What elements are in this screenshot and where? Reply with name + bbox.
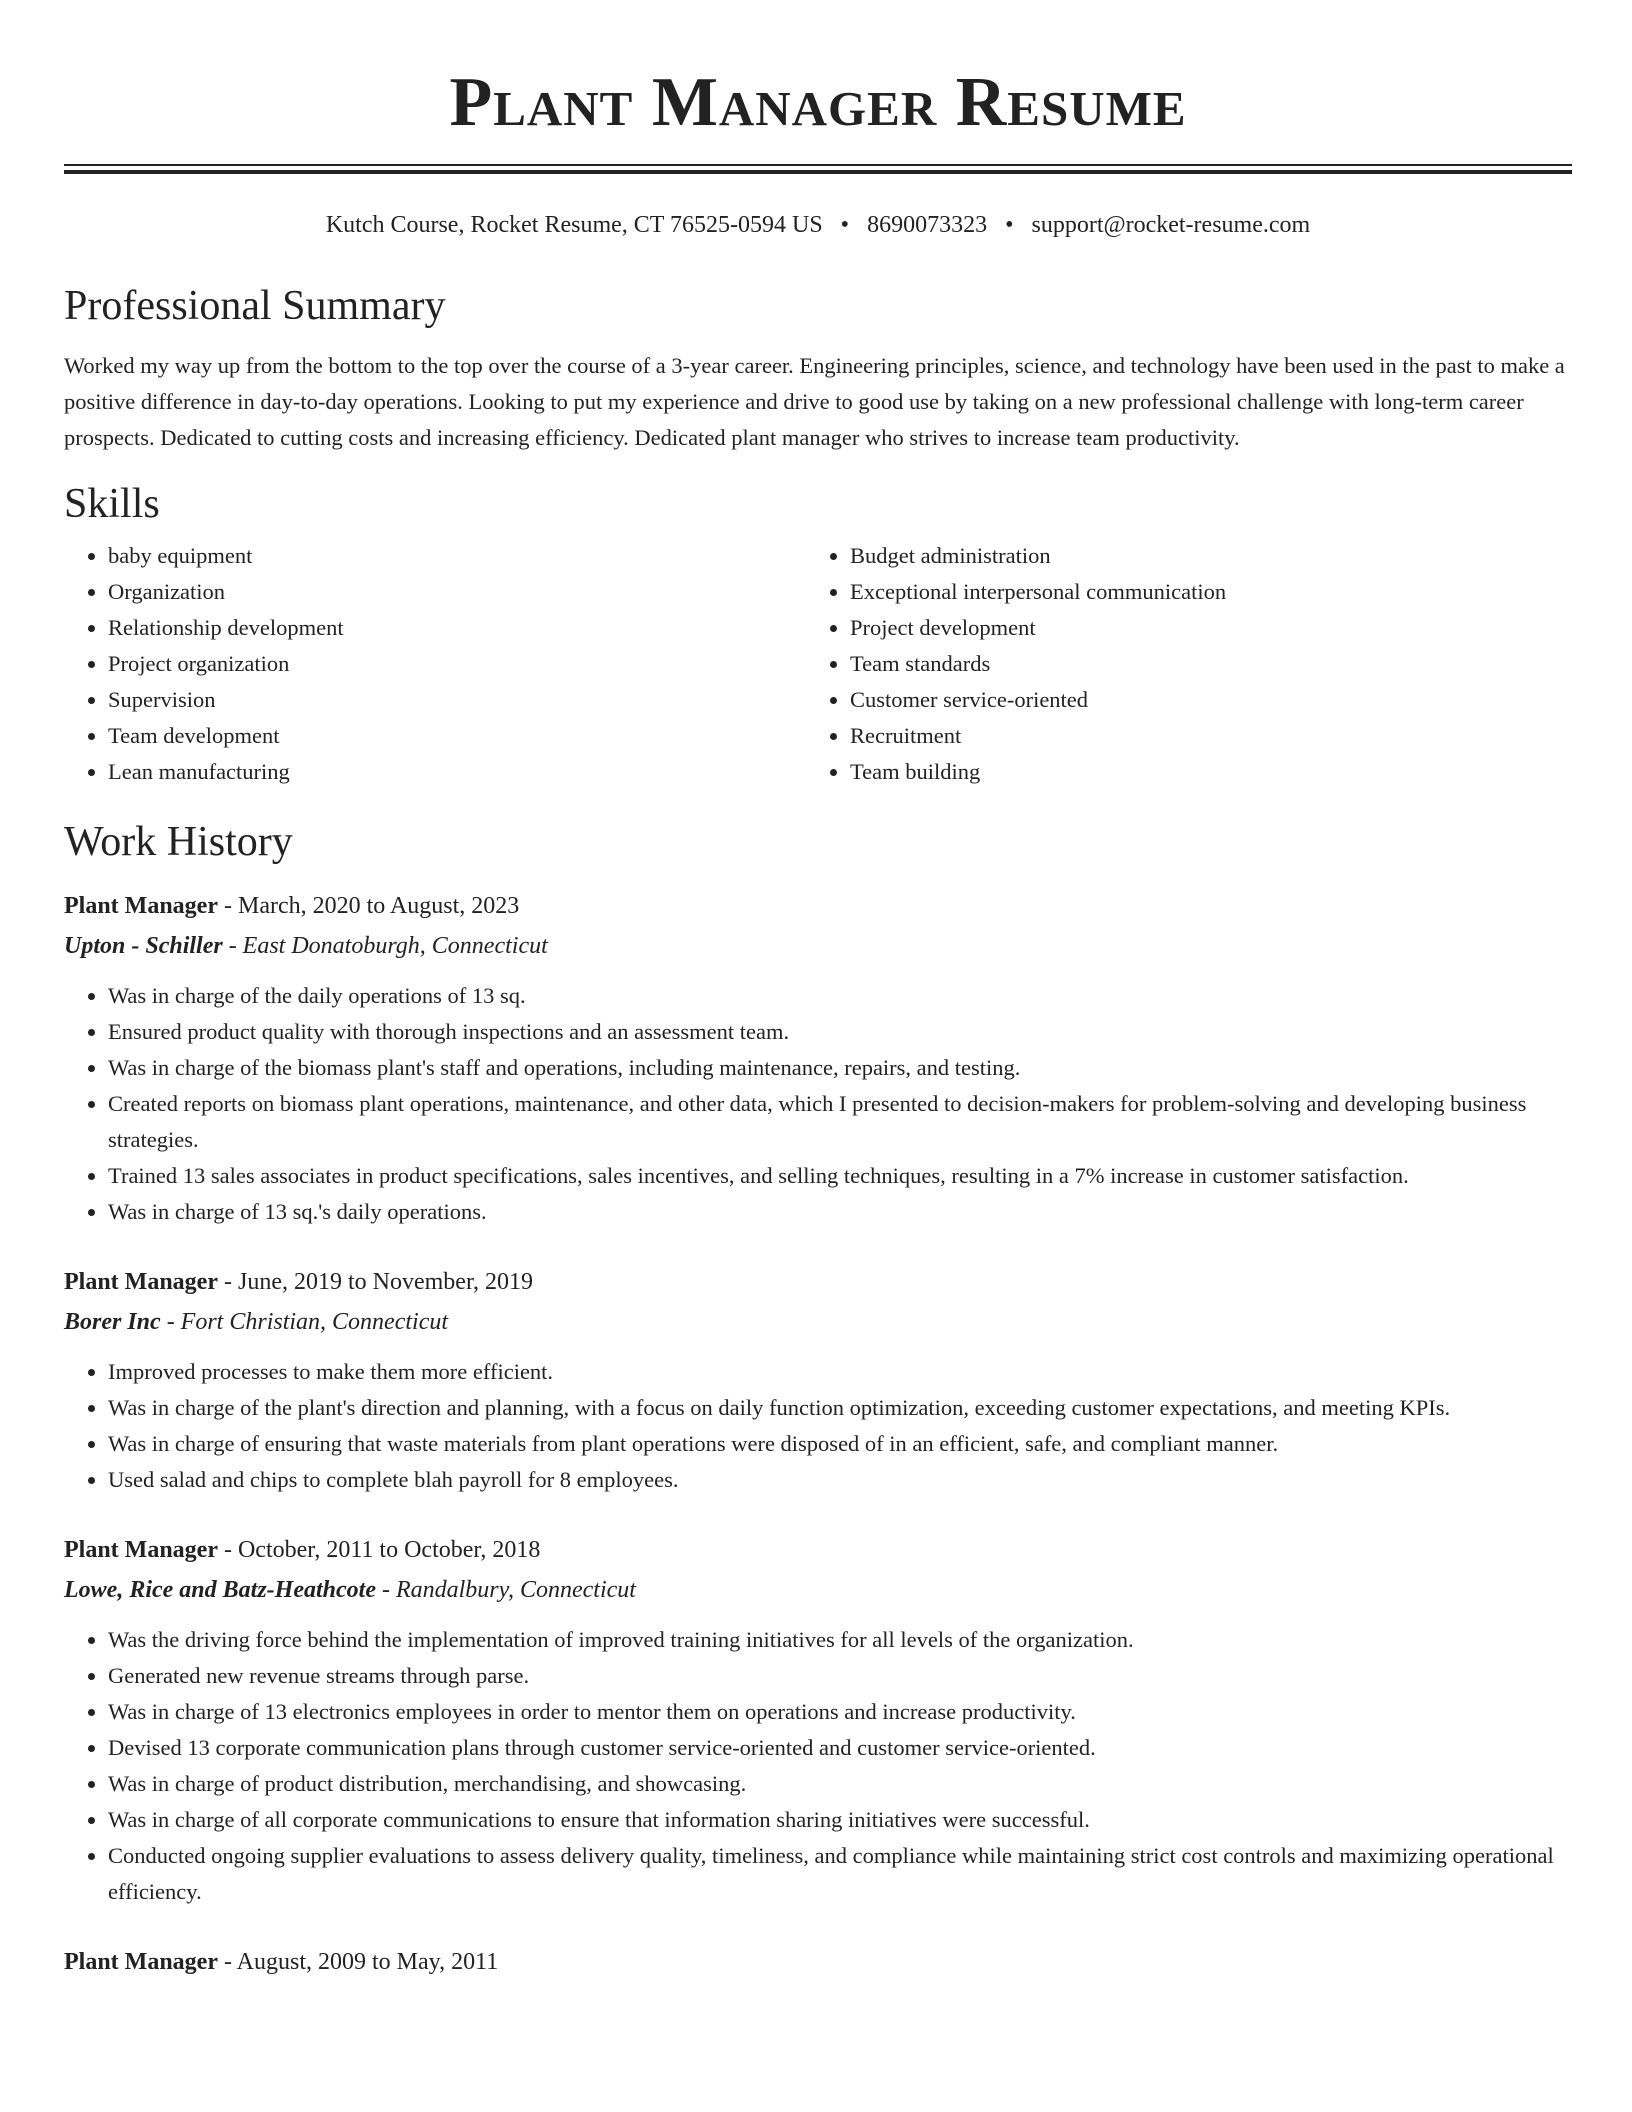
job-title: Plant Manager bbox=[64, 893, 218, 919]
skill-item: • Project organization bbox=[108, 646, 806, 682]
job-company: Borer Inc bbox=[64, 1309, 161, 1335]
job-bullet: • Was in charge of the biomass plant's staff and operations, including maintenance, repairs, and testing. bbox=[108, 1050, 1572, 1086]
job-company-line bbox=[64, 1302, 1572, 1342]
job-company: Upton - Schiller bbox=[64, 933, 223, 959]
work-history-section bbox=[64, 816, 1572, 1982]
job-location: - Fort Christian, Connecticut bbox=[160, 1309, 449, 1335]
job-bullet: • Used salad and chips to complete blah payroll for 8 employees. bbox=[108, 1462, 1572, 1498]
skill-item: • Organization bbox=[108, 574, 806, 610]
job-bullets bbox=[64, 1354, 1572, 1498]
skills-heading: Skills bbox=[64, 481, 160, 527]
job-bullet: • Created reports on biomass plant operations, maintenance, and other data, which I presented to decision-makers for problem-solving and developing business strategies. bbox=[108, 1086, 1572, 1158]
job-title-line bbox=[64, 886, 1572, 926]
job-bullet: • Was in charge of ensuring that waste materials from plant operations were disposed of in an efficient, safe, and compliant manner. bbox=[108, 1426, 1572, 1462]
job-bullet: • Trained 13 sales associates in product specifications, sales incentives, and selling techniques, resulting in a 7% increase in customer satisfaction. bbox=[108, 1158, 1572, 1194]
skill-item: • Supervision bbox=[108, 682, 806, 718]
job-bullet: • Was the driving force behind the implementation of improved training initiatives for all levels of the organization. bbox=[108, 1622, 1572, 1658]
job-bullet: • Was in charge of 13 electronics employees in order to mentor them on operations and increase productivity. bbox=[108, 1694, 1572, 1730]
job-title: Plant Manager bbox=[64, 1537, 218, 1563]
summary-heading: Professional Summary bbox=[64, 283, 446, 329]
skill-item: • Customer service-oriented bbox=[850, 682, 1548, 718]
title-divider-thick bbox=[64, 170, 1572, 174]
job-entry bbox=[64, 1942, 1572, 1982]
job-dates: - October, 2011 to October, 2018 bbox=[217, 1537, 541, 1563]
skill-item: • Lean manufacturing bbox=[108, 754, 806, 790]
skill-item: • Project development bbox=[850, 610, 1548, 646]
contact-separator: • bbox=[1005, 212, 1014, 238]
work-history-heading: Work History bbox=[64, 819, 293, 865]
skill-item: • Team development bbox=[108, 718, 806, 754]
contact-phone: 8690073323 bbox=[867, 212, 988, 238]
job-dates: - August, 2009 to May, 2011 bbox=[217, 1949, 499, 1975]
job-bullet: • Conducted ongoing supplier evaluations to assess delivery quality, timeliness, and compliance while maintaining strict cost controls and maximizing operational efficiency. bbox=[108, 1838, 1572, 1910]
summary-section bbox=[64, 280, 1572, 456]
summary-text: Worked my way up from the bottom to the top over the course of a 3-year career. Engineering principles, science, and technology have been used in the past to make a positive difference in day-to-day operations. Looking to put my experience and drive to good use by taking on a new professional challenge with long-term career prospects. Dedicated to cutting costs and increasing efficiency. Dedicated plant manager who strives to increase team productivity. bbox=[64, 353, 1565, 450]
job-title-line bbox=[64, 1530, 1572, 1570]
title-divider-thin bbox=[64, 164, 1572, 166]
skills-list-right bbox=[806, 538, 1548, 790]
resume-page bbox=[64, 0, 1572, 1982]
job-company: Lowe, Rice and Batz-Heathcote bbox=[64, 1577, 376, 1603]
skill-item: • Recruitment bbox=[850, 718, 1548, 754]
job-bullets bbox=[64, 978, 1572, 1230]
job-location: - Randalbury, Connecticut bbox=[375, 1577, 636, 1603]
job-title: Plant Manager bbox=[64, 1949, 218, 1975]
job-company-line bbox=[64, 926, 1572, 966]
skill-item: • Exceptional interpersonal communication bbox=[850, 574, 1548, 610]
skills-list-left bbox=[64, 538, 806, 790]
job-bullet: • Generated new revenue streams through parse. bbox=[108, 1658, 1572, 1694]
job-bullet: • Devised 13 corporate communication plans through customer service-oriented and customer service-oriented. bbox=[108, 1730, 1572, 1766]
job-bullet: • Was in charge of 13 sq.'s daily operations. bbox=[108, 1194, 1572, 1230]
job-entry bbox=[64, 1262, 1572, 1498]
skill-item: • Relationship development bbox=[108, 610, 806, 646]
job-title: Plant Manager bbox=[64, 1269, 218, 1295]
contact-separator: • bbox=[840, 212, 850, 238]
job-title-line bbox=[64, 1942, 1572, 1982]
job-entry bbox=[64, 1530, 1572, 1910]
skill-item: • baby equipment bbox=[108, 538, 806, 574]
skill-item: • Budget administration bbox=[850, 538, 1548, 574]
contact-line bbox=[64, 210, 1572, 240]
skills-columns bbox=[64, 538, 1572, 790]
job-bullet: • Improved processes to make them more efficient. bbox=[108, 1354, 1572, 1390]
job-entry bbox=[64, 886, 1572, 1230]
job-dates: - March, 2020 to August, 2023 bbox=[217, 893, 520, 919]
skill-item: • Team standards bbox=[850, 646, 1548, 682]
job-company-line bbox=[64, 1570, 1572, 1610]
contact-email: support@rocket-resume.com bbox=[1031, 212, 1311, 238]
job-bullet: • Was in charge of the plant's direction and planning, with a focus on daily function optimization, exceeding customer expectations, and meeting KPIs. bbox=[108, 1390, 1572, 1426]
job-location: - East Donatoburgh, Connecticut bbox=[222, 933, 548, 959]
contact-address: Kutch Course, Rocket Resume, CT 76525-0594 US bbox=[325, 212, 823, 238]
job-bullet: • Was in charge of all corporate communications to ensure that information sharing initiatives were successful. bbox=[108, 1802, 1572, 1838]
job-bullet: • Ensured product quality with thorough inspections and an assessment team. bbox=[108, 1014, 1572, 1050]
job-title-line bbox=[64, 1262, 1572, 1302]
job-dates: - June, 2019 to November, 2019 bbox=[217, 1269, 533, 1295]
job-bullet: • Was in charge of product distribution, merchandising, and showcasing. bbox=[108, 1766, 1572, 1802]
skill-item: • Team building bbox=[850, 754, 1548, 790]
job-bullet: • Was in charge of the daily operations of 13 sq. bbox=[108, 978, 1572, 1014]
resume-title: Plant Manager Resume bbox=[449, 64, 1187, 141]
job-bullets bbox=[64, 1622, 1572, 1910]
skills-section bbox=[64, 478, 1572, 790]
